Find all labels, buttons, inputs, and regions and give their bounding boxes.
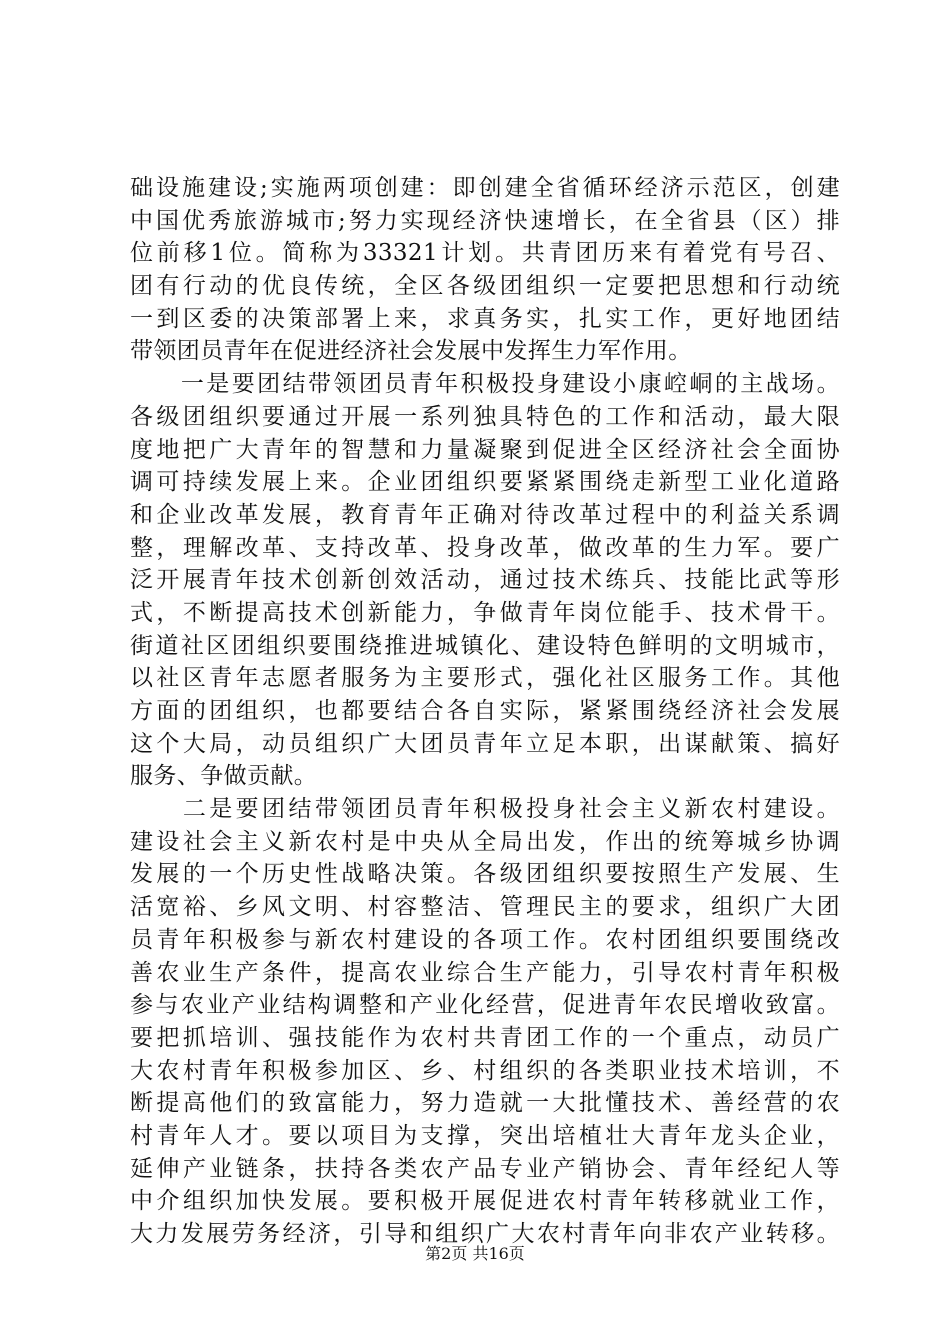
text-line: 带领团员青年在促进经济社会发展中发挥生力军作用。 bbox=[130, 338, 692, 365]
text-line: 大力发展劳务经济，引导和组织广大农村青年向非农产业转移。 bbox=[130, 1221, 840, 1247]
text-line: 和企业改革发展，教育青年正确对待改革过程中的利益关系调 bbox=[130, 501, 840, 528]
text-line: 活宽裕、乡风文明、村容整洁、管理民主的要求，组织广大团 bbox=[130, 894, 840, 921]
text-line: 以社区青年志愿者服务为主要形式，强化社区服务工作。其他 bbox=[130, 665, 840, 692]
text-line: 式，不断提高技术创新能力，争做青年岗位能手、技术骨干。 bbox=[130, 599, 840, 626]
text-line: 断提高他们的致富能力，努力造就一大批懂技术、善经营的农 bbox=[130, 1090, 840, 1117]
text-line: 础设施建设;实施两项创建：即创建全省循环经济示范区，创建 bbox=[130, 175, 840, 201]
text-line: 要把抓培训、强技能作为农村共青团工作的一个重点，动员广 bbox=[130, 1024, 840, 1051]
text-line: 服务、争做贡献。 bbox=[130, 763, 318, 790]
text-line: 一到区委的决策部署上来，求真务实，扎实工作，更好地团结 bbox=[130, 305, 840, 332]
text-line: 泛开展青年技术创新创效活动，通过技术练兵、技能比武等形 bbox=[130, 567, 840, 594]
text-line: 街道社区团组织要围绕推进城镇化、建设特色鲜明的文明城市， bbox=[130, 632, 840, 659]
text-line: 善农业生产条件，提高农业综合生产能力，引导农村青年积极 bbox=[130, 959, 840, 986]
text-line: 一是要团结带领团员青年积极投身建设小康崆峒的主战场。 bbox=[130, 371, 840, 398]
text-line: 度地把广大青年的智慧和力量凝聚到促进全区经济社会全面协 bbox=[130, 436, 840, 463]
text-line: 这个大局，动员组织广大团员青年立足本职，出谋献策、搞好 bbox=[130, 730, 840, 757]
text-line: 员青年积极参与新农村建设的各项工作。农村团组织要围绕改 bbox=[130, 926, 840, 953]
text-line: 大农村青年积极参加区、乡、村组织的各类职业技术培训，不 bbox=[130, 1057, 840, 1084]
text-line: 各级团组织要通过开展一系列独具特色的工作和活动，最大限 bbox=[130, 403, 840, 430]
text-line: 村青年人才。要以项目为支撑，突出培植壮大青年龙头企业， bbox=[130, 1122, 840, 1149]
text-line: 位前移1位。简称为33321计划。共青团历来有着党有号召、 bbox=[130, 240, 840, 267]
text-line: 方面的团组织，也都要结合各自实际，紧紧围绕经济社会发展 bbox=[130, 698, 840, 724]
text-line: 团有行动的优良传统，全区各级团组织一定要把思想和行动统 bbox=[130, 273, 840, 300]
page-number-footer: 第2页 共16页 bbox=[425, 1244, 525, 1263]
text-line: 发展的一个历史性战略决策。各级团组织要按照生产发展、生 bbox=[130, 861, 840, 888]
text-line: 中介组织加快发展。要积极开展促进农村青年转移就业工作， bbox=[130, 1188, 840, 1215]
text-line: 建设社会主义新农村是中央从全局出发，作出的统筹城乡协调 bbox=[130, 828, 840, 855]
text-line: 中国优秀旅游城市;努力实现经济快速增长，在全省县（区）排 bbox=[130, 207, 840, 234]
text-line: 调可持续发展上来。企业团组织要紧紧围绕走新型工业化道路 bbox=[130, 469, 840, 496]
text-line: 延伸产业链条，扶持各类农产品专业产销协会、青年经纪人等 bbox=[130, 1155, 840, 1182]
body-text bbox=[130, 172, 840, 1251]
text-line: 整，理解改革、支持改革、投身改革，做改革的生力军。要广 bbox=[130, 534, 840, 561]
text-line: 参与农业产业结构调整和产业化经营，促进青年农民增收致富。 bbox=[130, 992, 840, 1019]
text-line: 二是要团结带领团员青年积极投身社会主义新农村建设。 bbox=[130, 796, 840, 823]
